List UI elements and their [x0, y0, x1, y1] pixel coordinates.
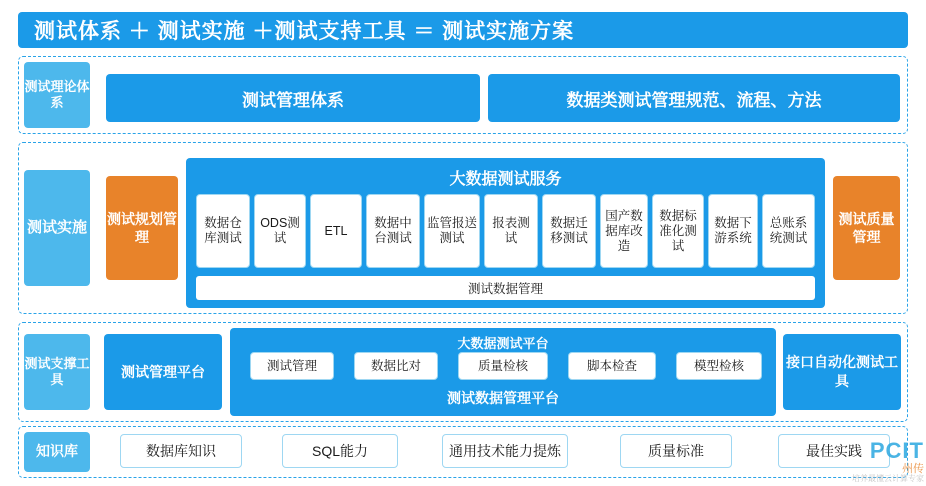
impl-box-test-planning-management[interactable]: 测试规划管理: [106, 176, 178, 280]
impl-box-test-quality-management[interactable]: 测试质量管理: [833, 176, 900, 280]
row-label-support-tools: 测试支撑工具: [24, 334, 90, 410]
knowledge-cell-best-practice[interactable]: 最佳实践: [778, 434, 890, 468]
tools-box-test-management-platform[interactable]: 测试管理平台: [104, 334, 222, 410]
impl-cell-data-midplatform-test[interactable]: 数据中台测试: [366, 194, 420, 268]
impl-service-panel: [186, 158, 825, 308]
impl-cell-etl[interactable]: ETL: [310, 194, 362, 268]
tools-big-data-platform-panel: [230, 328, 776, 416]
impl-cell-data-migration-test[interactable]: 数据迁移测试: [542, 194, 596, 268]
impl-cell-ods-test[interactable]: ODS测试: [254, 194, 306, 268]
tools-cell-test-management[interactable]: 测试管理: [250, 352, 334, 380]
impl-cell-downstream-system[interactable]: 数据下游系统: [708, 194, 758, 268]
theory-box-management-system[interactable]: 测试管理体系: [106, 74, 480, 122]
knowledge-cell-sql-capability[interactable]: SQL能力: [282, 434, 398, 468]
tools-box-api-automation-tool[interactable]: 接口自动化测试工具: [783, 334, 901, 410]
impl-service-title: 大数据测试服务: [449, 171, 562, 188]
tools-cell-model-check[interactable]: 模型检核: [676, 352, 762, 380]
knowledge-cell-quality-standard[interactable]: 质量标准: [620, 434, 732, 468]
row-label-theory: 测试理论体系: [24, 62, 90, 128]
diagram-title-bar: [18, 12, 908, 48]
impl-cell-domestic-db-transformation[interactable]: 国产数据库改造: [600, 194, 648, 268]
tools-cell-data-comparison[interactable]: 数据比对: [354, 352, 438, 380]
knowledge-cell-general-tech-capability[interactable]: 通用技术能力提炼: [442, 434, 568, 468]
watermark: [852, 439, 924, 484]
tools-cell-quality-check[interactable]: 质量检核: [458, 352, 548, 380]
tools-panel-title: 大数据测试平台: [457, 336, 549, 351]
watermark-logo-text: PCIT: [869, 437, 924, 463]
knowledge-cell-database-knowledge[interactable]: 数据库知识: [120, 434, 242, 468]
impl-cell-data-standardization-test[interactable]: 数据标准化测试: [652, 194, 704, 268]
watermark-sub-text: 州传: [902, 463, 924, 476]
tools-footer-test-data-management-platform: 测试数据管理平台: [447, 390, 559, 406]
impl-cell-general-ledger-system-test[interactable]: 总账系统测试: [762, 194, 815, 268]
impl-cell-regulatory-reporting-test[interactable]: 监管报送测试: [424, 194, 480, 268]
row-label-implementation: 测试实施: [24, 170, 90, 286]
impl-footer-test-data-management[interactable]: 测试数据管理: [196, 276, 815, 300]
watermark-slogan: 培养最懂云计算专家: [852, 474, 924, 484]
impl-cell-report-test[interactable]: 报表测试: [484, 194, 538, 268]
impl-cell-data-warehouse-test[interactable]: 数据仓库测试: [196, 194, 250, 268]
page-title: 测试体系 ＋ 测试实施 ＋测试支持工具 ＝ 测试实施方案: [34, 20, 575, 43]
tools-cell-script-inspection[interactable]: 脚本检查: [568, 352, 656, 380]
row-label-knowledge-base: 知识库: [24, 432, 90, 472]
theory-box-data-test-standards[interactable]: 数据类测试管理规范、流程、方法: [488, 74, 900, 122]
